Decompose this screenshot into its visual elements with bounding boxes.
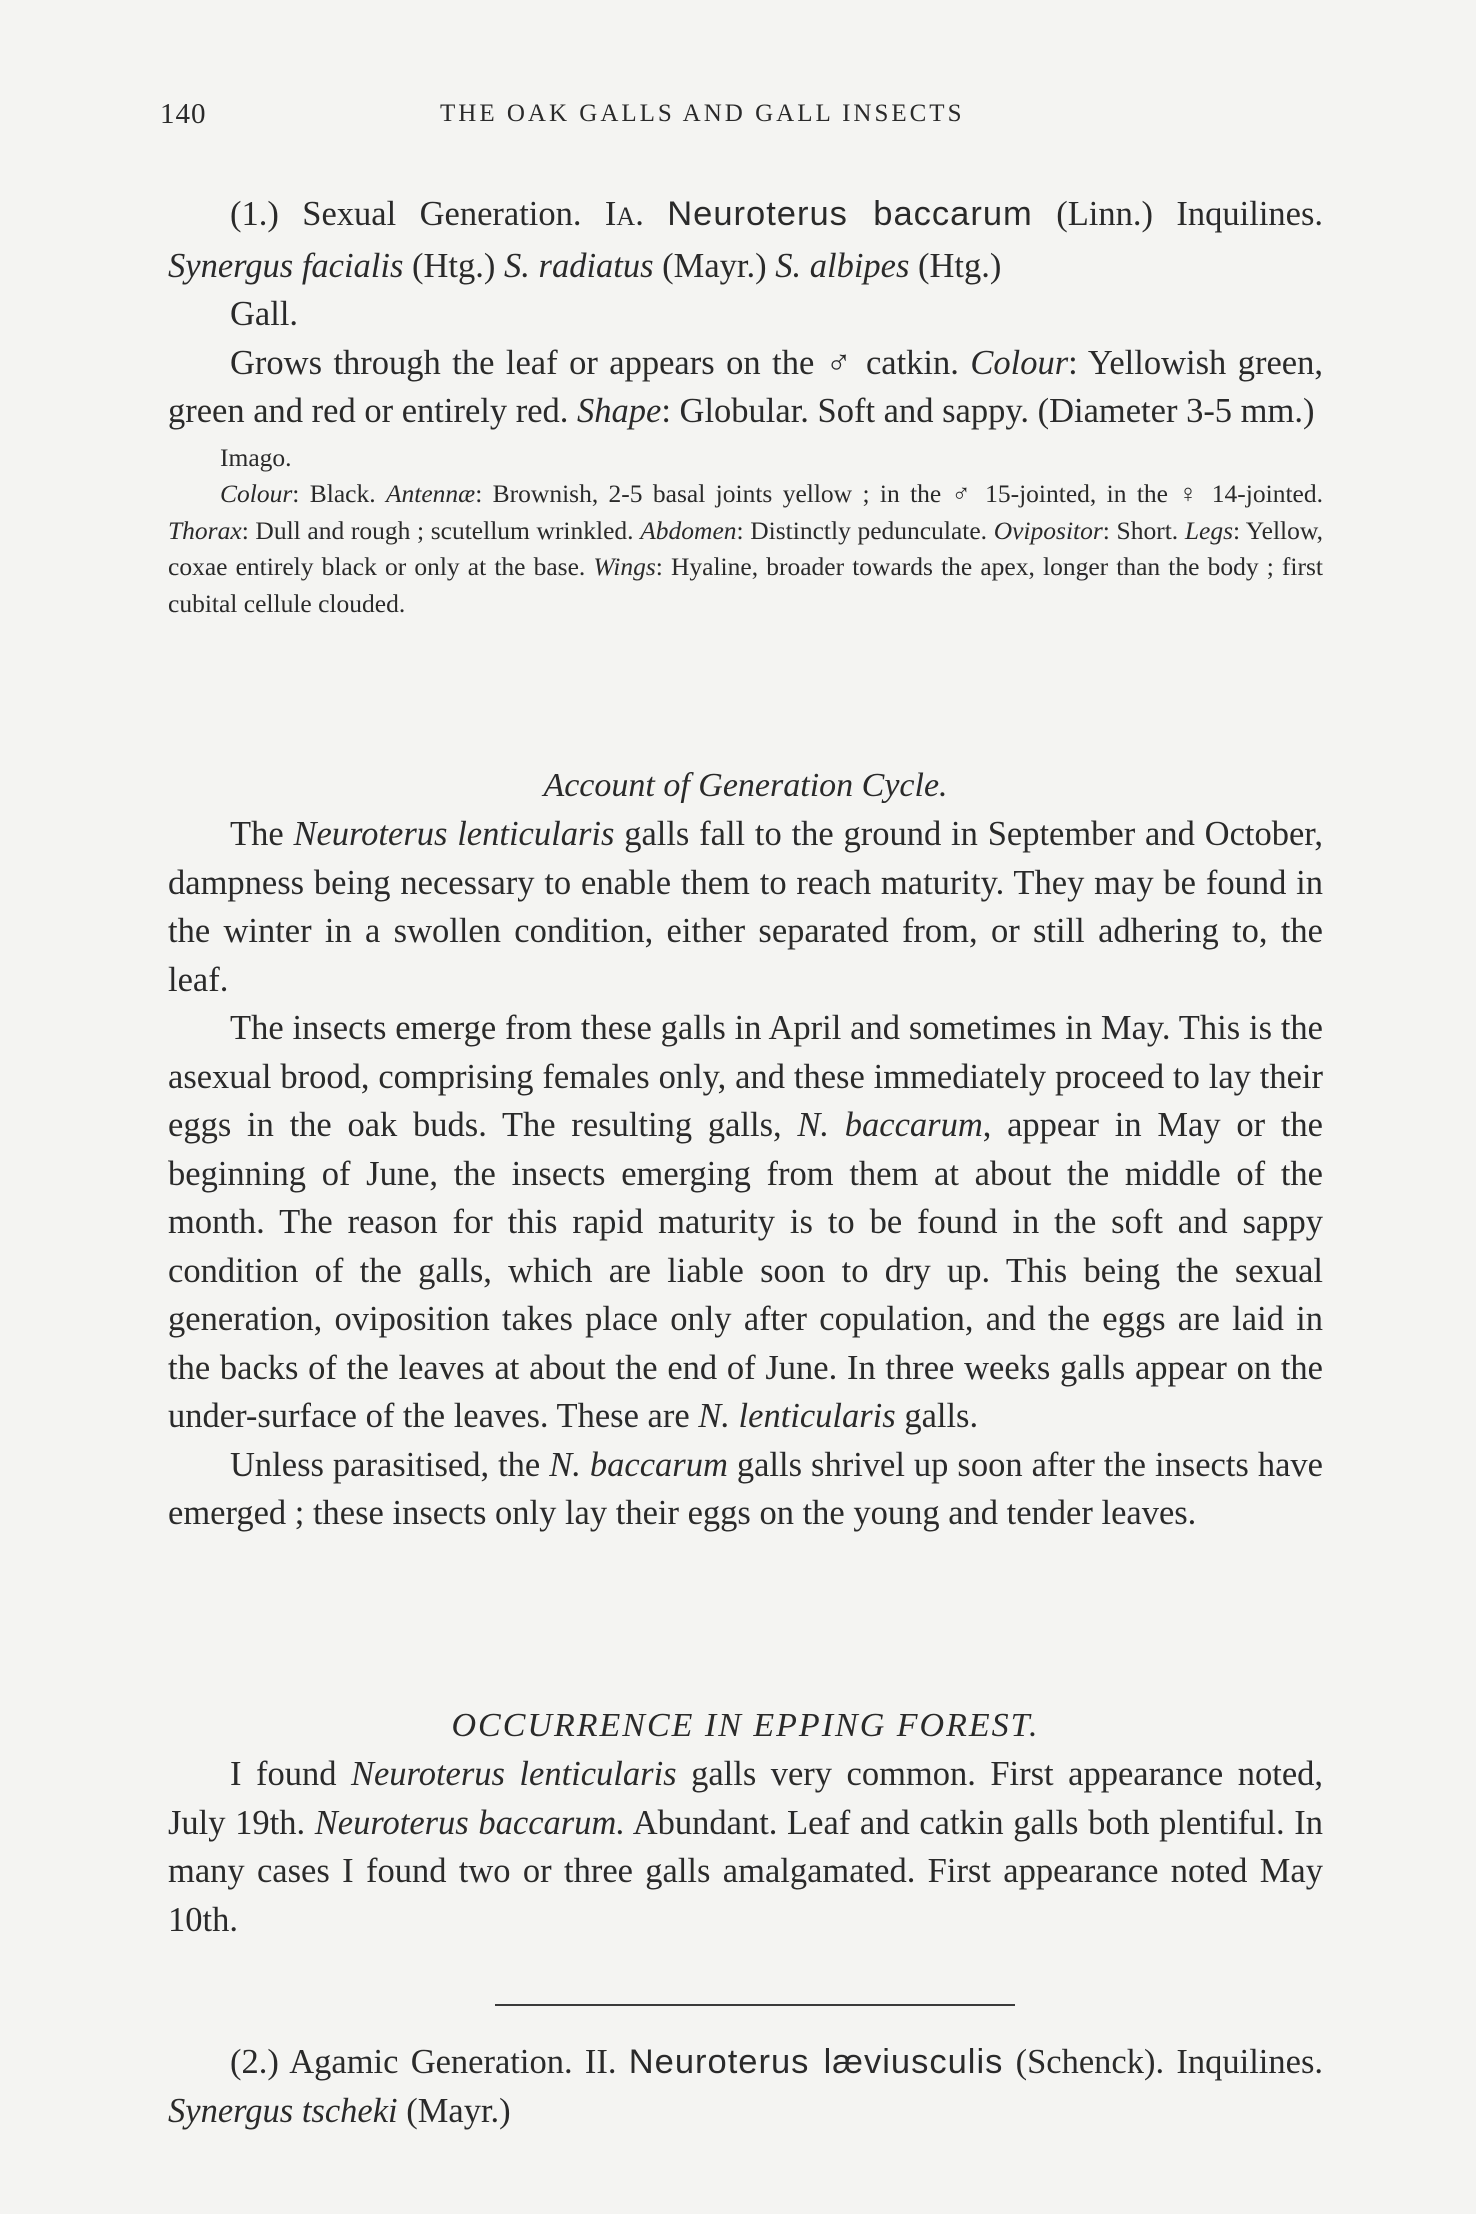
paragraph-text: I found [230, 1755, 351, 1793]
paragraph-text: galls shrivel up soon after the insects have emerged ; these insects only lay their eggs on the young and tender leaves. [168, 1445, 1323, 1532]
imago-text: : Short. [1102, 515, 1185, 545]
gall-description [168, 339, 1323, 436]
species-name: Neuroterus læviusculis [628, 2043, 1004, 2081]
field-label: Ovipositor [993, 515, 1103, 545]
section-divider [495, 2004, 1015, 2006]
imago-text: : Yellow, coxae entirely black or only at the base. [168, 515, 1324, 581]
paragraph-text: Abundant. Leaf and catkin galls both plentiful. In many cases I found two or three galls amalgamated. First appearance noted May 10th. [168, 1803, 1323, 1939]
inquiline-authority: (Htg.) [909, 246, 1002, 285]
inquiline-authority: (Mayr.) [653, 246, 776, 285]
title-text: (Schenck). Inquilines. [1003, 2043, 1323, 2081]
species-name: N. lenticularis [698, 1397, 896, 1435]
paragraph-text: The [230, 815, 294, 853]
field-label: Wings [593, 552, 656, 581]
section-title-line [168, 190, 1323, 290]
paragraph-text: galls fall to the ground in September and October, dampness being necessary to enable them to reach maturity. They may be found in the winter in a swollen condition, either separated from, or still adhering to, the leaf. [168, 815, 1324, 999]
imago-heading: Imago. [220, 442, 292, 472]
agamic-generation-section [168, 2038, 1323, 2135]
paragraph-text: The insects emerge from these galls in April and sometimes in May. This is the asexual brood, comprising females only, and these immediately proceed to lay their eggs in the oak buds. The resulting galls, [168, 1009, 1323, 1144]
field-label: Thorax [168, 515, 242, 545]
title-text: (2.) Agamic Generation. II. [230, 2043, 629, 2081]
inquiline-authority: (Htg.) [403, 246, 505, 285]
gall-heading: Gall. [230, 295, 299, 333]
species-name: Neuroterus baccarum [667, 195, 1033, 233]
page-number: 140 [160, 98, 207, 130]
imago-text: : Dull and rough ; scutellum wrinkled. [241, 515, 641, 545]
field-label: Shape [577, 392, 662, 430]
field-label: Colour [970, 343, 1069, 382]
account-section [168, 762, 1323, 1538]
imago-text: : Distinctly pedunculate. [736, 515, 994, 545]
species-name: N. baccarum [549, 1445, 728, 1484]
account-paragraph-2 [168, 1004, 1323, 1441]
title-smallcaps: A [616, 202, 636, 231]
paragraph-text: Unless parasitised, the [230, 1445, 550, 1484]
inquilines-label: Inquilines. [1176, 195, 1324, 233]
paragraph-text: galls. [895, 1397, 979, 1435]
imago-text: : Black. [292, 479, 386, 508]
imago-text: : Hyaline, broader towards the apex, longer than the body ; first cubital cellule clouded. [168, 552, 1324, 618]
inquiline-species: Synergus tscheki [168, 2091, 398, 2130]
gall-text: Grows through the leaf or appears on the ♂ catkin. [230, 343, 971, 382]
field-label: Antennæ [385, 479, 476, 508]
imago-text: : Brownish, 2-5 basal joints yellow ; in the ♂ 15-jointed, in the ♀ 14-jointed. [475, 479, 1323, 508]
sexual-generation-section [168, 190, 1323, 622]
inquiline-authority: (Mayr.) [397, 2091, 511, 2130]
gall-text: : Globular. Soft and sappy. (Diameter 3-5 mm.) [661, 392, 1315, 430]
title-text-end: . [635, 195, 668, 233]
species-name: Neuroterus lenticularis [350, 1755, 677, 1793]
running-title: THE OAK GALLS AND GALL INSECTS [440, 100, 965, 127]
title-text: (1.) Sexual Generation. I [230, 195, 617, 233]
species-authority: (Linn.) [1032, 195, 1153, 233]
account-paragraph-3 [168, 1441, 1323, 1538]
species-name: Neuroterus lenticularis [293, 815, 615, 853]
gall-text: : Yellowish green, green and red or entirely red. [168, 343, 1323, 430]
species-name: N. baccarum [797, 1106, 983, 1144]
section-title-line [168, 2038, 1323, 2135]
field-label: Colour [220, 479, 293, 508]
field-label: Abdomen [640, 515, 737, 545]
occurrence-paragraph [168, 1750, 1323, 1944]
imago-description [168, 476, 1323, 622]
inquiline-species: Synergus facialis [168, 246, 404, 285]
account-heading: Account of Generation Cycle. [543, 767, 948, 804]
account-paragraph-1 [168, 810, 1323, 1004]
inquiline-species: S. radiatus [504, 246, 654, 285]
occurrence-section [168, 1702, 1323, 1944]
species-name: Neuroterus baccarum. [314, 1803, 625, 1842]
field-label: Legs [1184, 515, 1233, 545]
paragraph-text: galls very common. First appearance noted, July 19th. [168, 1755, 1324, 1842]
paragraph-text: , appear in May or the beginning of June, the insects emerging from them at about the middle of the month. The reason for this rapid maturity is to be found in the soft and sappy condition of the galls, which are liable soon to dry up. This being the sexual generation, oviposition takes place only after copulation, and the eggs are laid in the backs of the leaves at about the end of June. In three weeks galls appear on the under-surface of the leaves. These are [168, 1106, 1323, 1435]
inquiline-species: S. albipes [775, 246, 910, 285]
occurrence-heading: OCCURRENCE IN EPPING FOREST. [451, 1707, 1040, 1744]
